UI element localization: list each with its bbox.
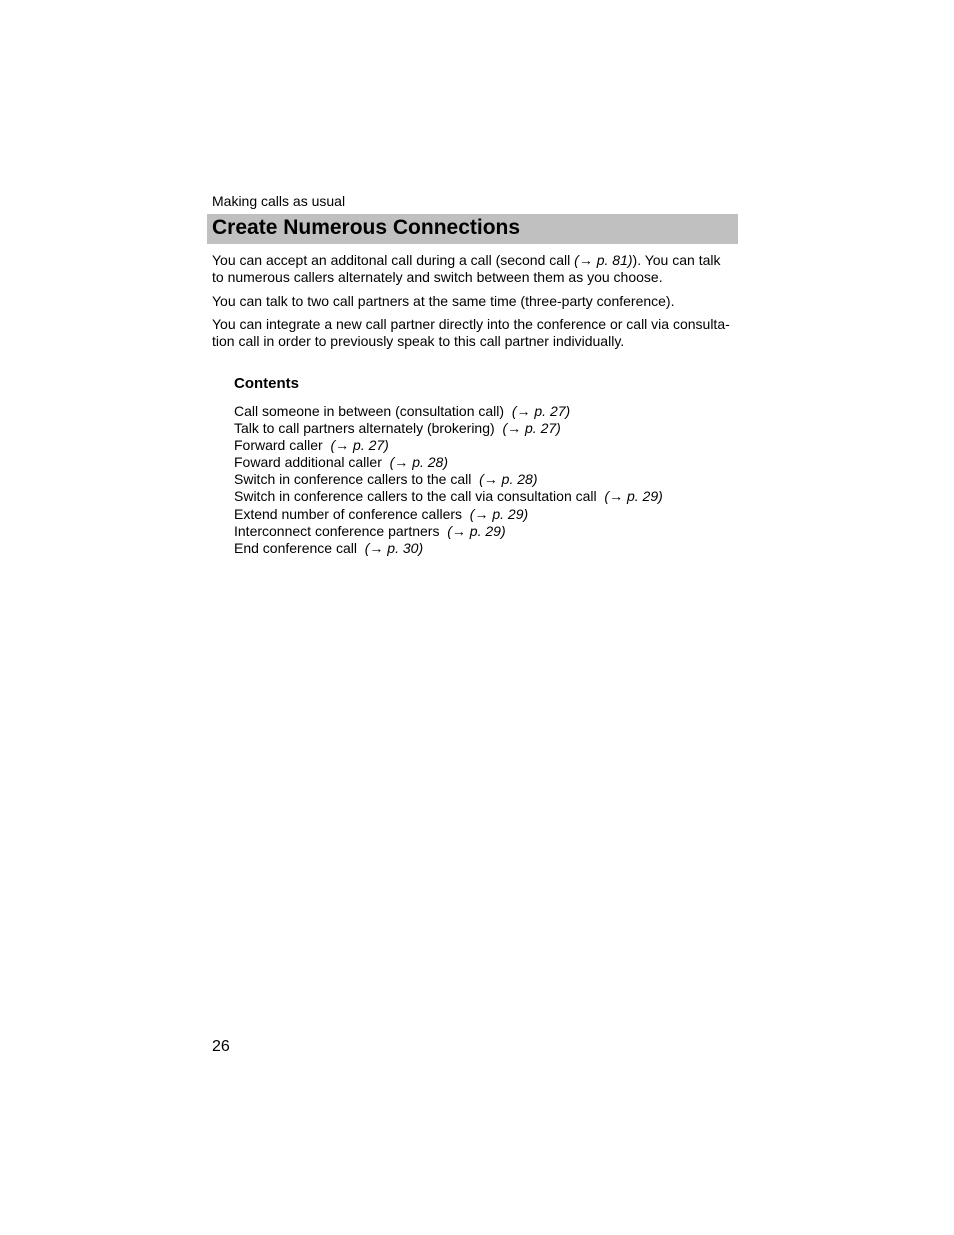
contents-item-label: Switch in conference callers to the call via consultation call — [234, 488, 597, 505]
contents-item[interactable] — [234, 540, 663, 557]
page-reference-link[interactable]: (→ p. 27) — [502, 420, 561, 437]
page-reference-link[interactable]: (→ p. 81) — [574, 252, 633, 268]
page-reference-link[interactable]: (→ p. 27) — [511, 403, 571, 419]
contents-item[interactable] — [234, 523, 663, 540]
contents-heading: Contents — [234, 375, 299, 392]
contents-item-label: Extend number of conference callers — [234, 505, 463, 522]
paragraph-text: You can accept an additonal call during a call (second call — [212, 252, 575, 268]
contents-item[interactable] — [234, 506, 663, 523]
contents-item-label: Call someone in between (consultation call) — [234, 403, 505, 419]
contents-item-label: Interconnect conference partners — [234, 522, 440, 539]
contents-item[interactable] — [234, 437, 663, 454]
section-title-bar — [207, 214, 738, 244]
page-reference-link[interactable]: (→ p. 29) — [604, 488, 663, 505]
page-reference-link[interactable]: (→ p. 28) — [479, 471, 538, 488]
section-title: Create Numerous Connections — [212, 216, 521, 239]
page-reference-link[interactable]: (→ p. 29) — [447, 522, 506, 539]
contents-item-label: End conference call — [234, 539, 357, 556]
page-reference-link[interactable]: (→ p. 29) — [469, 505, 529, 522]
page-reference-link[interactable]: (→ p. 27) — [330, 437, 389, 454]
page-reference-link[interactable]: (→ p. 30) — [364, 539, 424, 556]
contents-item[interactable] — [234, 471, 663, 488]
contents-item[interactable] — [234, 454, 663, 471]
contents-item-label: Talk to call partners alternately (brokering) — [234, 420, 495, 437]
integrate-paragraph: You can integrate a new call partner directly into the conference or call via consulta-tion call in order to previously speak to this call partner individually. — [212, 316, 730, 349]
intro-paragraph — [212, 252, 736, 286]
contents-item-label: Forward caller — [234, 437, 323, 454]
page-number: 26 — [212, 1038, 230, 1055]
contents-item[interactable] — [234, 420, 663, 437]
conference-paragraph: You can talk to two call partners at the same time (three-party conference). — [212, 293, 675, 309]
page-reference-link[interactable]: (→ p. 28) — [389, 454, 448, 471]
running-head: Making calls as usual — [212, 193, 346, 209]
paragraph-text: ). You can talk to numerous callers alternately and switch between them as you choose. — [212, 252, 721, 285]
contents-item[interactable] — [234, 403, 663, 420]
contents-list — [234, 403, 663, 557]
contents-item-label: Foward additional caller — [234, 454, 382, 471]
contents-item-label: Switch in conference callers to the call — [234, 471, 472, 488]
contents-item[interactable] — [234, 488, 663, 505]
